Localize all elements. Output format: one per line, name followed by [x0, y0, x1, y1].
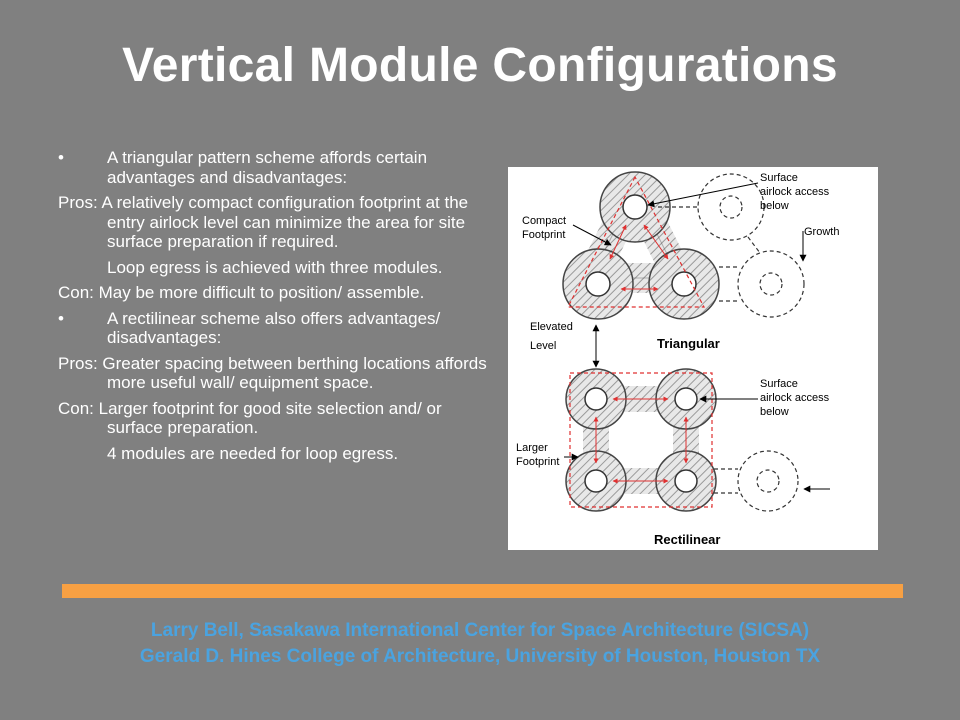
slide-title: Vertical Module Configurations	[122, 39, 838, 92]
bullet-dot: •	[58, 148, 64, 167]
surface2-label-line2: airlock access	[760, 392, 830, 404]
footer-line-1: Larry Bell, Sasakawa International Center for Space Architecture (SICSA)	[150, 620, 810, 641]
surface2-label-line1: Surface	[760, 378, 798, 390]
footer-line-2: Gerald D. Hines College of Architecture, University of Houston, Houston TX	[139, 646, 821, 667]
larger-label-line2: Footprint	[516, 456, 560, 468]
footer-credits	[0, 618, 960, 670]
bullet-item	[58, 148, 498, 187]
con-item: Con: Larger footprint for good site selection and/ or surface preparation.	[58, 398, 442, 437]
rectilinear-configuration	[566, 369, 716, 511]
elevated-label-line1: Elevated	[530, 321, 573, 333]
indent-item: 4 modules are needed for loop egress.	[107, 443, 399, 463]
accent-divider	[62, 584, 903, 598]
bullet-text: A rectilinear scheme also offers advantages/ disadvantages:	[107, 308, 441, 347]
surface-label-line1: Surface	[760, 172, 798, 184]
rectilinear-caption: Rectilinear	[654, 532, 721, 547]
triangular-caption: Triangular	[657, 336, 720, 351]
surface-label-line2: airlock access	[760, 186, 830, 198]
rect-growth-module	[714, 451, 798, 511]
indent-item: Loop egress is achieved with three modules.	[107, 257, 443, 277]
elevated-label-line2: Level	[530, 340, 557, 352]
pros-item: Pros: A relatively compact configuration footprint at the entry airlock level can minimize the area for site surface preparation if required.	[58, 193, 469, 251]
surface2-label-line3: below	[760, 406, 789, 418]
con-item: Con: May be more difficult to position/ assemble.	[58, 283, 425, 302]
larger-label-line1: Larger	[516, 442, 548, 454]
pros-item: Pros: Greater spacing between berthing locations affords more useful wall/ equipment space.	[58, 353, 487, 392]
bullet-item	[58, 309, 498, 348]
bullet-text: A triangular pattern scheme affords certain advantages and disadvantages:	[107, 148, 428, 187]
diagram-svg	[508, 167, 878, 550]
bullet-content	[58, 148, 498, 469]
compact-label-line1: Compact	[522, 215, 567, 227]
module-bottom-left	[563, 249, 633, 319]
module-bottom-right	[649, 249, 719, 319]
surface-label-line3: below	[760, 200, 789, 212]
compact-label-line2: Footprint	[522, 229, 566, 241]
triangular-configuration	[563, 172, 719, 319]
growth-label: Growth	[804, 226, 840, 238]
bullet-dot: •	[58, 308, 64, 328]
module-configuration-diagram	[508, 167, 878, 550]
